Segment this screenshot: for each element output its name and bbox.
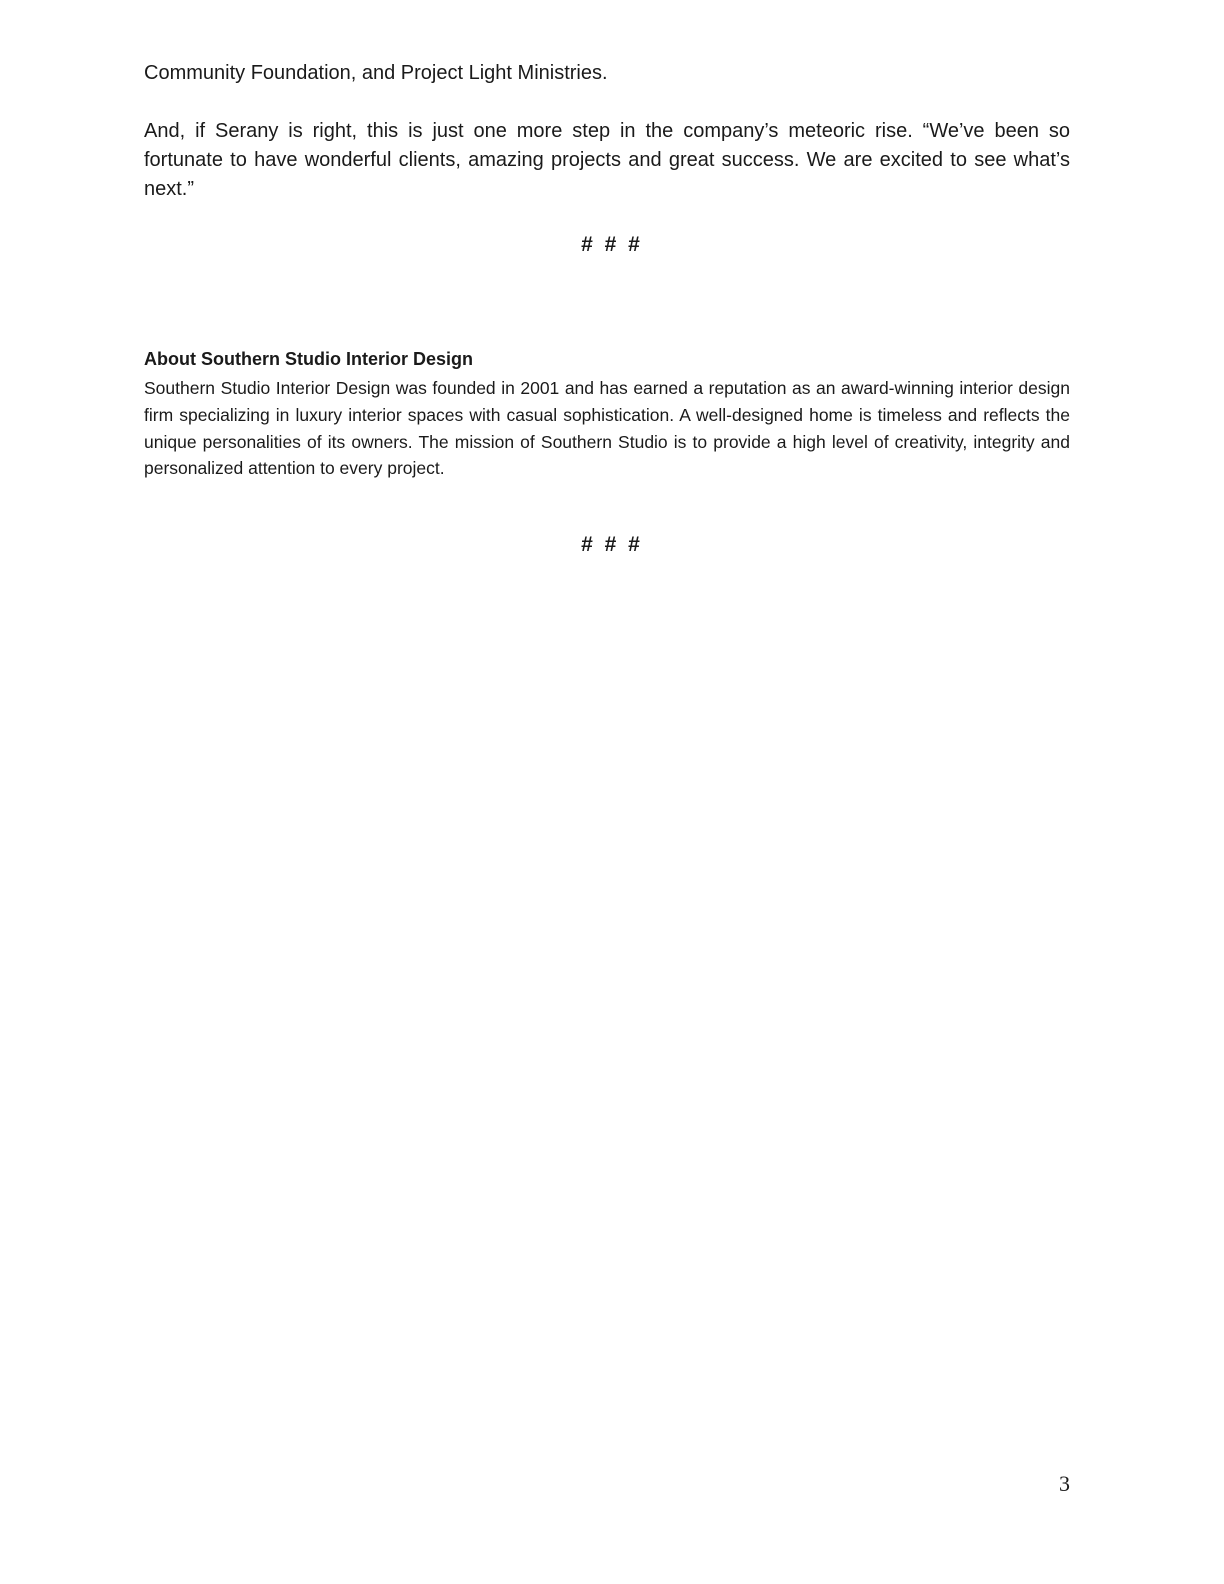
section-separator: # # # (581, 233, 643, 256)
about-heading: About Southern Studio Interior Design (144, 349, 473, 369)
about-paragraph: Southern Studio Interior Design was founded in 2001 and has earned a reputation as an award-winning interior design firm specializing in luxury interior spaces with casual sophistication. A well-designed home is timeless and reflects the unique personalities of its owners. The mission of Southern Studio is to provide a high level of creativity, integrity and personalized attention to every project. (144, 378, 1070, 479)
quote-paragraph: And, if Serany is right, this is just one more step in the company’s meteoric rise. “We’ve been so fortunate to have wonderful clients, amazing projects and great success. We are excited to see what’s next.” (144, 120, 1070, 200)
continuation-paragraph: Community Foundation, and Project Light Ministries. (144, 62, 608, 84)
end-separator: # # # (581, 533, 643, 556)
page-number: 3 (1059, 1471, 1070, 1496)
